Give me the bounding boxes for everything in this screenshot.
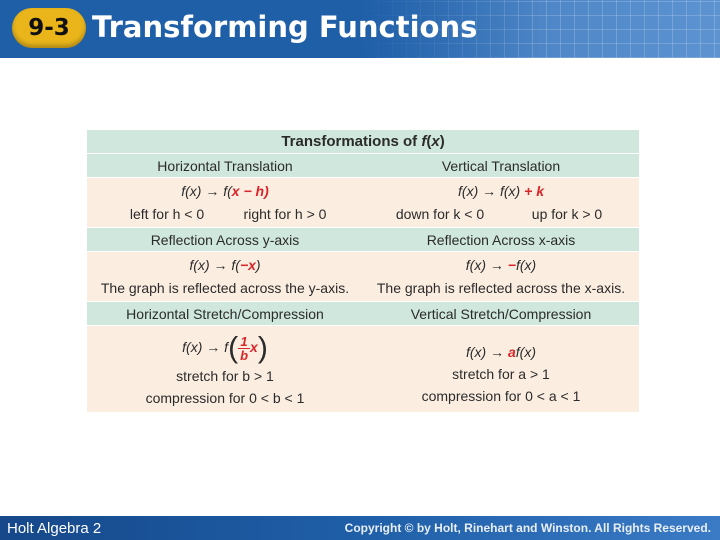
section-body-row (87, 177, 639, 227)
down-shift-note: down for k < 0 (395, 206, 485, 222)
vertical-stretch-formula: f(x) → af(x) (465, 344, 536, 360)
reflection-x-header: Reflection Across x-axis (426, 232, 576, 248)
lesson-number: 9-3 (28, 15, 70, 41)
reflection-y-formula: f(x) → f(−x) (189, 257, 261, 273)
horizontal-stretch-note: stretch for b > 1 (176, 368, 274, 384)
horizontal-stretch-header: Horizontal Stretch/Compression (126, 306, 324, 322)
vertical-stretch-header: Vertical Stretch/Compression (410, 306, 592, 322)
course-name: Holt Algebra 2 (7, 520, 102, 537)
vertical-translation-formula: f(x) → f(x) + k (458, 183, 544, 199)
reflection-y-note: The graph is reflected across the y-axis. (100, 280, 350, 296)
reflection-y-header: Reflection Across y-axis (150, 232, 300, 248)
horizontal-translation-header: Horizontal Translation (157, 158, 293, 174)
copyright-notice: Copyright © by Holt, Rinehart and Winston. All Rights Reserved. (344, 521, 711, 535)
vertical-compression-note: compression for 0 < a < 1 (421, 388, 581, 404)
table-title-row (87, 129, 639, 154)
section-header-row (87, 301, 639, 326)
reflection-x-note: The graph is reflected across the x-axis. (376, 280, 626, 296)
vertical-translation-header: Vertical Translation (441, 158, 561, 174)
horizontal-translation-formula: f(x) → f(x − h) (181, 183, 269, 199)
up-shift-note: up for k > 0 (531, 206, 603, 222)
lesson-badge (12, 8, 86, 48)
right-shift-note: right for h > 0 (243, 206, 327, 222)
horizontal-compression-note: compression for 0 < b < 1 (145, 390, 305, 406)
vertical-stretch-note: stretch for a > 1 (452, 366, 550, 382)
slide-header (0, 0, 720, 58)
reflection-x-formula: f(x) → −f(x) (465, 257, 537, 273)
section-header-row (87, 227, 639, 252)
slide-footer (0, 516, 720, 540)
transformations-table (87, 129, 639, 412)
slide-title: Transforming Functions (92, 10, 478, 44)
horizontal-stretch-formula: f(x) → f( $\frac{1}{b}$ x) (182, 331, 268, 365)
left-shift-note: left for h < 0 (129, 206, 205, 222)
section-header-row (87, 153, 639, 178)
section-body-row (87, 325, 639, 412)
one-over-b-fraction: $\frac{1}{b}$ (240, 333, 249, 363)
section-body-row (87, 251, 639, 301)
table-title: Transformations of f(x) (281, 133, 445, 150)
